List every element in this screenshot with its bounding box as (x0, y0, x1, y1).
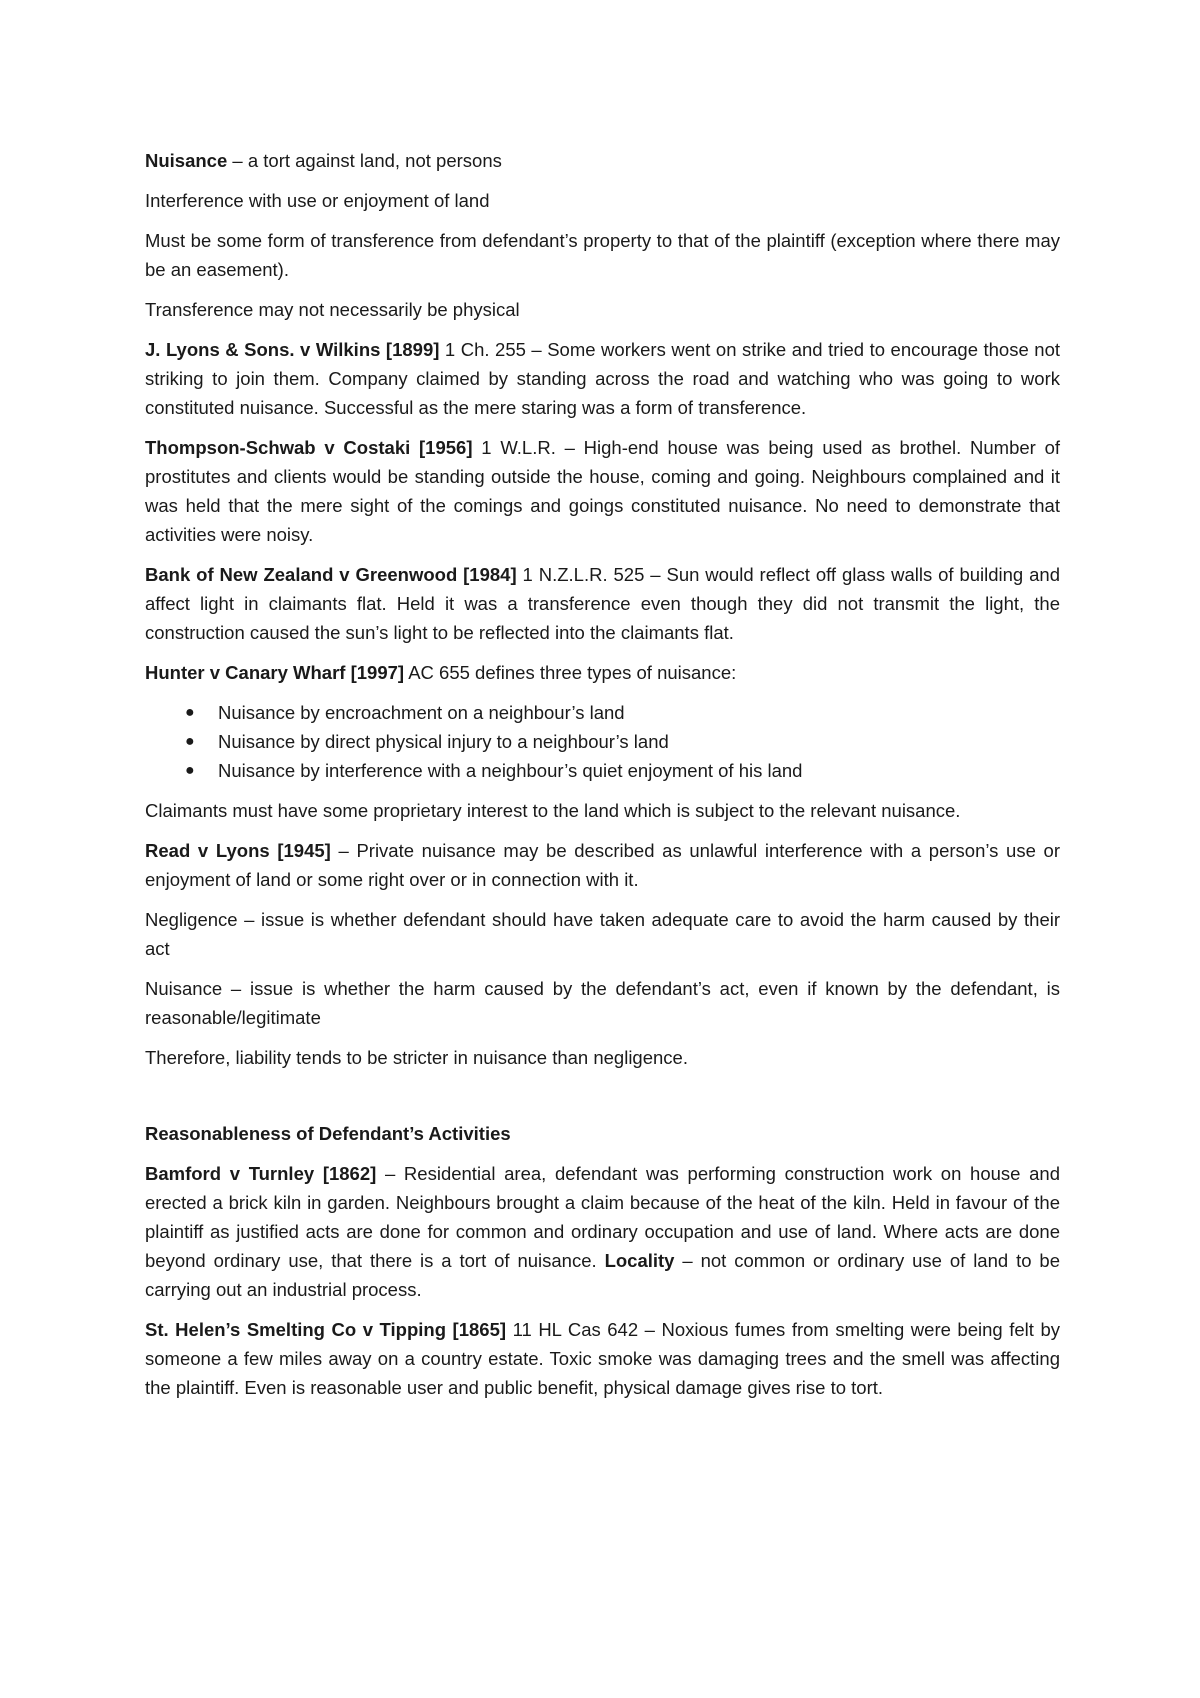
case-read-v-lyons: Read v Lyons [1945] – Private nuisance may be described as unlawful interference with a person’s use or enjoyment of land or some right over or in connection with it. (145, 840, 1060, 890)
list-item: ● Nuisance by encroachment on a neighbour’s land (145, 698, 1060, 727)
case-hunter-v-canary-wharf: Hunter v Canary Wharf [1997] AC 655 defines three types of nuisance: (145, 662, 737, 683)
nuisance-types-list (145, 698, 1060, 785)
case-lyons-v-wilkins: J. Lyons & Sons. v Wilkins [1899] 1 Ch. 255 – Some workers went on strike and tried to encourage those not striking to join them. Company claimed by standing across the road and watching who was going to work constituted nuisance. Successful as the mere staring was a form of transference. (145, 339, 1060, 418)
case-citation: St. Helen’s Smelting Co v Tipping [1865] (145, 1319, 507, 1340)
section-heading-reasonableness: Reasonableness of Defendant’s Activities (145, 1123, 511, 1144)
term-locality: Locality (604, 1250, 675, 1271)
paragraph-nuisance-definition: Nuisance – a tort against land, not persons (145, 150, 502, 171)
case-thompson-schwab-v-costaki: Thompson-Schwab v Costaki [1956] 1 W.L.R. – High-end house was being used as brothel. Number of prostitutes and clients would be standing outside the house, coming and going. Neighbours complained and it was held that the mere sight of the comings and goings constituted nuisance. No need to demonstrate that activities were noisy. (145, 437, 1060, 545)
term-nuisance: Nuisance (145, 150, 228, 171)
section-gap (145, 1083, 1060, 1119)
paragraph-transference: Must be some form of transference from defendant’s property to that of the plaintiff (exception where there may be an easement). (145, 230, 1060, 280)
paragraph-interference: Interference with use or enjoyment of land (145, 190, 490, 211)
bullet-icon: ● (185, 704, 195, 721)
case-citation: J. Lyons & Sons. v Wilkins [1899] (145, 339, 440, 360)
bullet-icon: ● (185, 762, 195, 779)
bullet-icon: ● (185, 733, 195, 750)
case-citation: Bamford v Turnley [1862] (145, 1163, 377, 1184)
list-item: ● Nuisance by interference with a neighbour’s quiet enjoyment of his land (145, 756, 1060, 785)
paragraph-not-physical: Transference may not necessarily be physical (145, 299, 520, 320)
case-citation: Bank of New Zealand v Greenwood [1984] (145, 564, 517, 585)
paragraph-liability: Therefore, liability tends to be stricter in nuisance than negligence. (145, 1047, 688, 1068)
list-item: ● Nuisance by direct physical injury to a neighbour’s land (145, 727, 1060, 756)
paragraph-nuisance-issue: Nuisance – issue is whether the harm caused by the defendant’s act, even if known by the defendant, is reasonable/legitimate (145, 978, 1060, 1028)
case-citation: Hunter v Canary Wharf [1997] (145, 662, 405, 683)
case-bank-of-nz-v-greenwood: Bank of New Zealand v Greenwood [1984] 1 N.Z.L.R. 525 – Sun would reflect off glass walls of building and affect light in claimants flat. Held it was a transference even though they did not transmit the light, the construction caused the sun’s light to be reflected into the claimants flat. (145, 564, 1060, 643)
case-citation: Thompson-Schwab v Costaki [1956] (145, 437, 473, 458)
case-st-helens-v-tipping: St. Helen’s Smelting Co v Tipping [1865] 11 HL Cas 642 – Noxious fumes from smelting were being felt by someone a few miles away on a country estate. Toxic smoke was damaging trees and the smell was affecting the plaintiff. Even is reasonable user and public benefit, physical damage gives rise to tort. (145, 1319, 1061, 1398)
paragraph-negligence: Negligence – issue is whether defendant should have taken adequate care to avoid the harm caused by their act (145, 909, 1060, 959)
case-bamford-v-turnley: Bamford v Turnley [1862] – Residential area, defendant was performing construction work on house and erected a brick kiln in garden. Neighbours brought a claim because of the heat of the kiln. Held in favour of the plaintiff as justified acts are done for common and ordinary occupation and use of land. Where acts are done beyond ordinary use, that there is a tort of nuisance. Locality – not common or ordinary use of land to be carrying out an industrial process. (145, 1163, 1060, 1300)
document-body (145, 146, 1060, 1413)
paragraph-proprietary-interest: Claimants must have some proprietary interest to the land which is subject to the relevant nuisance. (145, 800, 961, 821)
case-citation: Read v Lyons [1945] (145, 840, 331, 861)
